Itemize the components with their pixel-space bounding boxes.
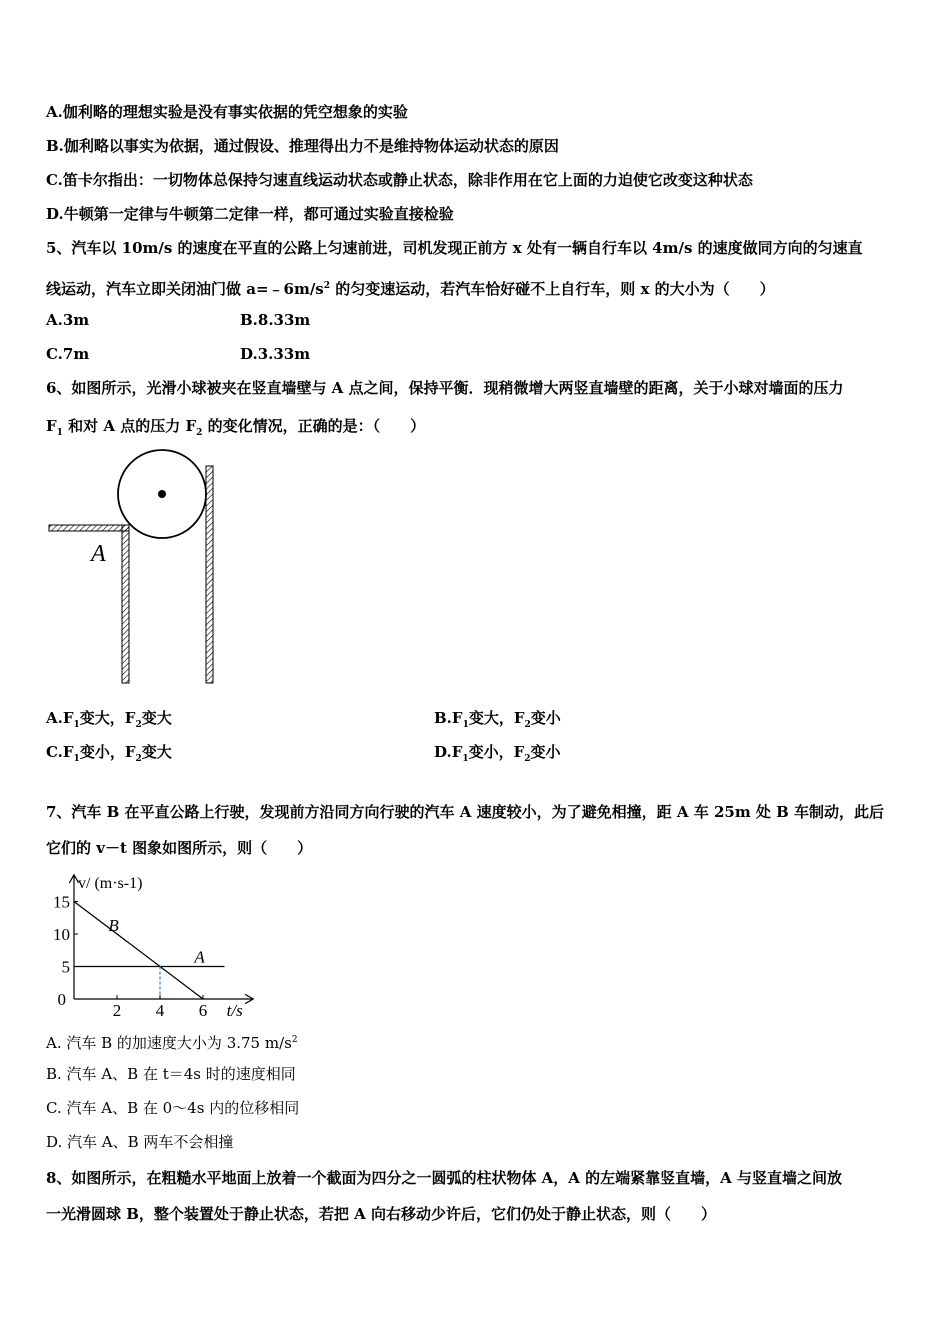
vt-chart	[40, 866, 270, 1026]
series-label-a: A	[194, 947, 205, 967]
ball-wall-figure	[40, 440, 230, 690]
q5-stem-line1: 5、汽车以 10m/s 的速度在平直的公路上匀速前进，司机发现正前方 x 处有一辆自行车以 4m/s 的速度做同方向的匀速直	[46, 239, 863, 257]
q6-option-b: $B.F_1$变大，$F_2$变小	[434, 709, 561, 730]
y-axis-label: v/ (m·s-1)	[78, 875, 143, 892]
q4-option-b: B.伽利略以事实为依据，通过假设、推理得出力不是维持物体运动状态的原因	[46, 137, 559, 155]
ledge-a	[49, 525, 129, 531]
q7-option-c: C. 汽车 A、B 在 0～4s 内的位移相同	[46, 1099, 300, 1117]
x-axis-label: t/s	[226, 1001, 243, 1020]
ball-center-dot	[158, 490, 166, 498]
q8-stem-line2: 一光滑圆球 B，整个装置处于静止状态，若把 A 向右移动少许后，它们仍处于静止状态，则（ ）	[46, 1205, 716, 1223]
x-tick-label: 4	[155, 1001, 165, 1020]
right-wall	[206, 466, 213, 683]
x-tick-label: 6	[198, 1001, 208, 1020]
q7-option-d: D. 汽车 A、B 两车不会相撞	[46, 1133, 234, 1151]
q6-option-c: $C.F_1$变小，$F_2$变大	[46, 743, 172, 764]
q5-option-b: B.8.33m	[240, 311, 311, 329]
q6-stem-line2: $F_1$ 和对 A 点的压力 $F_2$ 的变化情况，正确的是：（ ）	[46, 417, 426, 438]
y-tick-label: 10	[53, 925, 70, 944]
q5-option-c: C.7m	[46, 345, 90, 363]
q7-stem-line2: 它们的 v－t 图象如图所示，则（ ）	[46, 839, 313, 857]
q6-option-a: $A.F_1$变大，$F_2$变大	[46, 709, 172, 730]
series-line-b	[74, 902, 203, 1000]
q7-option-a: A. 汽车 B 的加速度大小为 3.75 $m/s^2$	[46, 1034, 298, 1052]
q5-option-d: D.3.33m	[240, 345, 311, 363]
q4-option-c: C.笛卡尔指出：一切物体总保持匀速直线运动状态或静止状态，除非作用在它上面的力迫使它改变这种状态	[46, 171, 753, 189]
q5-option-a: A.3m	[46, 311, 90, 329]
origin-label: 0	[57, 990, 66, 1009]
q8-stem-line1: 8、如图所示，在粗糙水平地面上放着一个截面为四分之一圆弧的柱状物体 A，A 的左端紧靠竖直墙，A 与竖直墙之间放	[46, 1169, 843, 1187]
left-wall	[122, 525, 129, 683]
y-tick-label: 5	[61, 957, 70, 977]
q6-stem-line1: 6、如图所示，光滑小球被夹在竖直墙壁与 A 点之间，保持平衡．现稍微增大两竖直墙壁的距离，关于小球对墙面的压力	[46, 379, 844, 397]
q4-option-a: A.伽利略的理想实验是没有事实依据的凭空想象的实验	[46, 103, 408, 121]
x-tick-label: 2	[112, 1001, 122, 1020]
q5-stem-line2: 线运动，汽车立即关闭油门做 $a=﹣6m/s^2$ 的匀变速运动，若汽车恰好碰不上自行车，则 x 的大小为（ ）	[46, 280, 775, 298]
q7-stem-line1: 7、汽车 B 在平直公路上行驶，发现前方沿同方向行驶的汽车 A 速度较小，为了避免相撞，距 A 车 25m 处 B 车制动，此后	[46, 803, 885, 821]
q7-option-b: B. 汽车 A、B 在 t＝4s 时的速度相同	[46, 1065, 296, 1083]
y-tick-label: 15	[53, 892, 70, 912]
q4-option-d: D.牛顿第一定律与牛顿第二定律一样，都可通过实验直接检验	[46, 205, 454, 223]
point-a-label: A	[91, 541, 106, 567]
series-label-b: B	[108, 915, 119, 935]
q6-option-d: $D.F_1$变小，$F_2$变小	[434, 743, 561, 764]
